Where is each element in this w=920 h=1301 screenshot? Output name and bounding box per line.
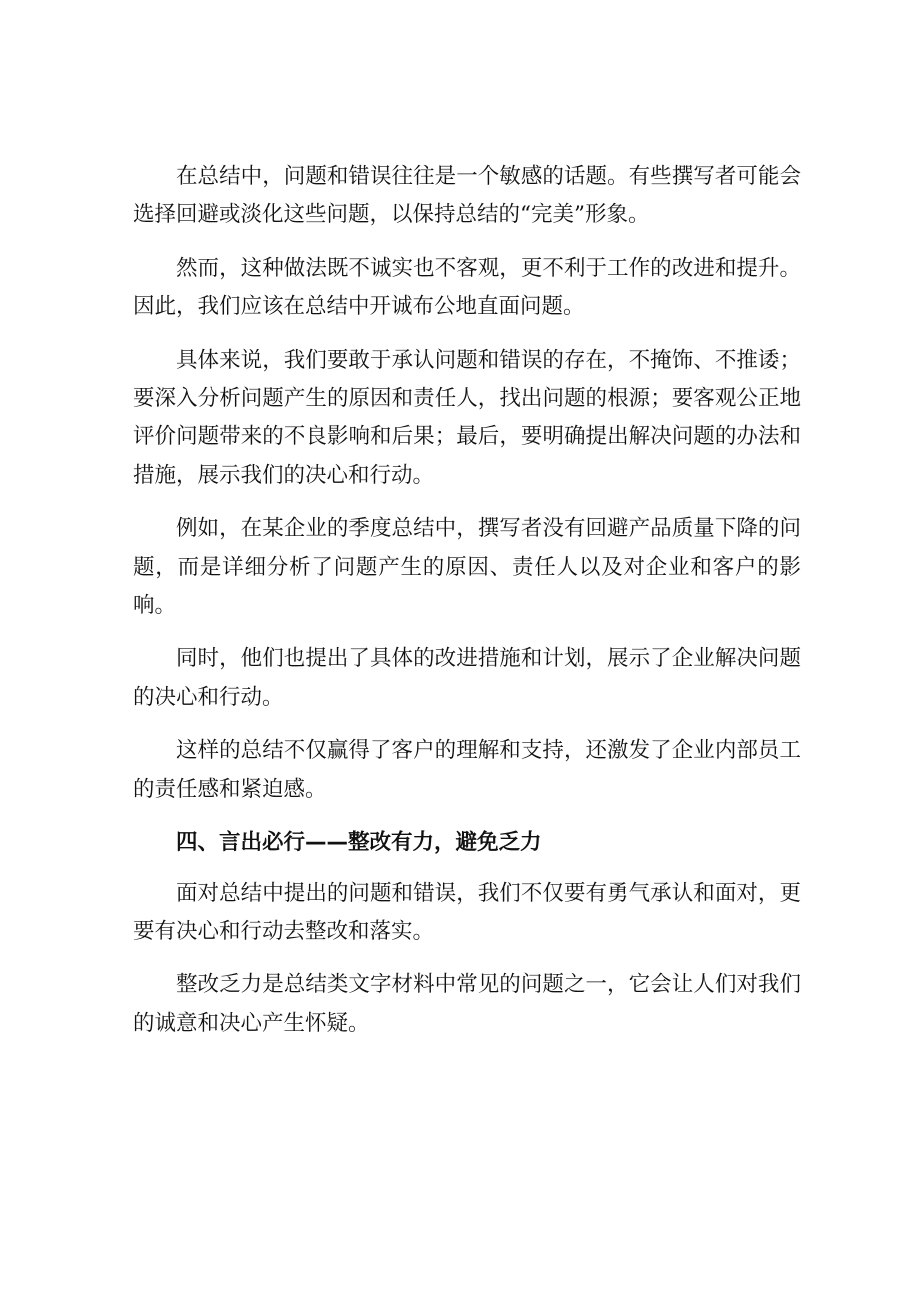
document-body: [133, 158, 801, 1058]
paragraph-1: 在总结中，问题和错误往往是一个敏感的话题。有些撰写者可能会选择回避或淡化这些问题，以保持总结的“完美”形象。: [133, 164, 801, 228]
paragraph-5: 同时，他们也提出了具体的改进措施和计划，展示了企业解决问题的决心和行动。: [133, 646, 801, 710]
paragraph-2: 然而，这种做法既不诚实也不客观，更不利于工作的改进和提升。因此，我们应该在总结中开诚布公地直面问题。: [133, 255, 801, 320]
paragraph-7: 面对总结中提出的问题和错误，我们不仅要有勇气承认和面对，更要有决心和行动去整改和落实。: [133, 880, 801, 944]
paragraph-8: 整改乏力是总结类文字材料中常见的问题之一，它会让人们对我们的诚意和决心产生怀疑。: [133, 972, 801, 1036]
paragraph-3: 具体来说，我们要敢于承认问题和错误的存在，不掩饰、不推诿；要深入分析问题产生的原因和责任人，找出问题的根源；要客观公正地评价问题带来的不良影响和后果；最后，要明确提出解决问题的办法和措施，展示我们的决心和行动。: [133, 347, 801, 488]
section-heading: 四、言出必行——整改有力，避免乏力: [176, 830, 542, 856]
paragraph-4: 例如，在某企业的季度总结中，撰写者没有回避产品质量下降的问题，而是详细分析了问题产生的原因、责任人以及对企业和客户的影响。: [133, 516, 801, 619]
paragraph-6: 这样的总结不仅赢得了客户的理解和支持，还激发了企业内部员工的责任感和紧迫感。: [133, 738, 801, 802]
